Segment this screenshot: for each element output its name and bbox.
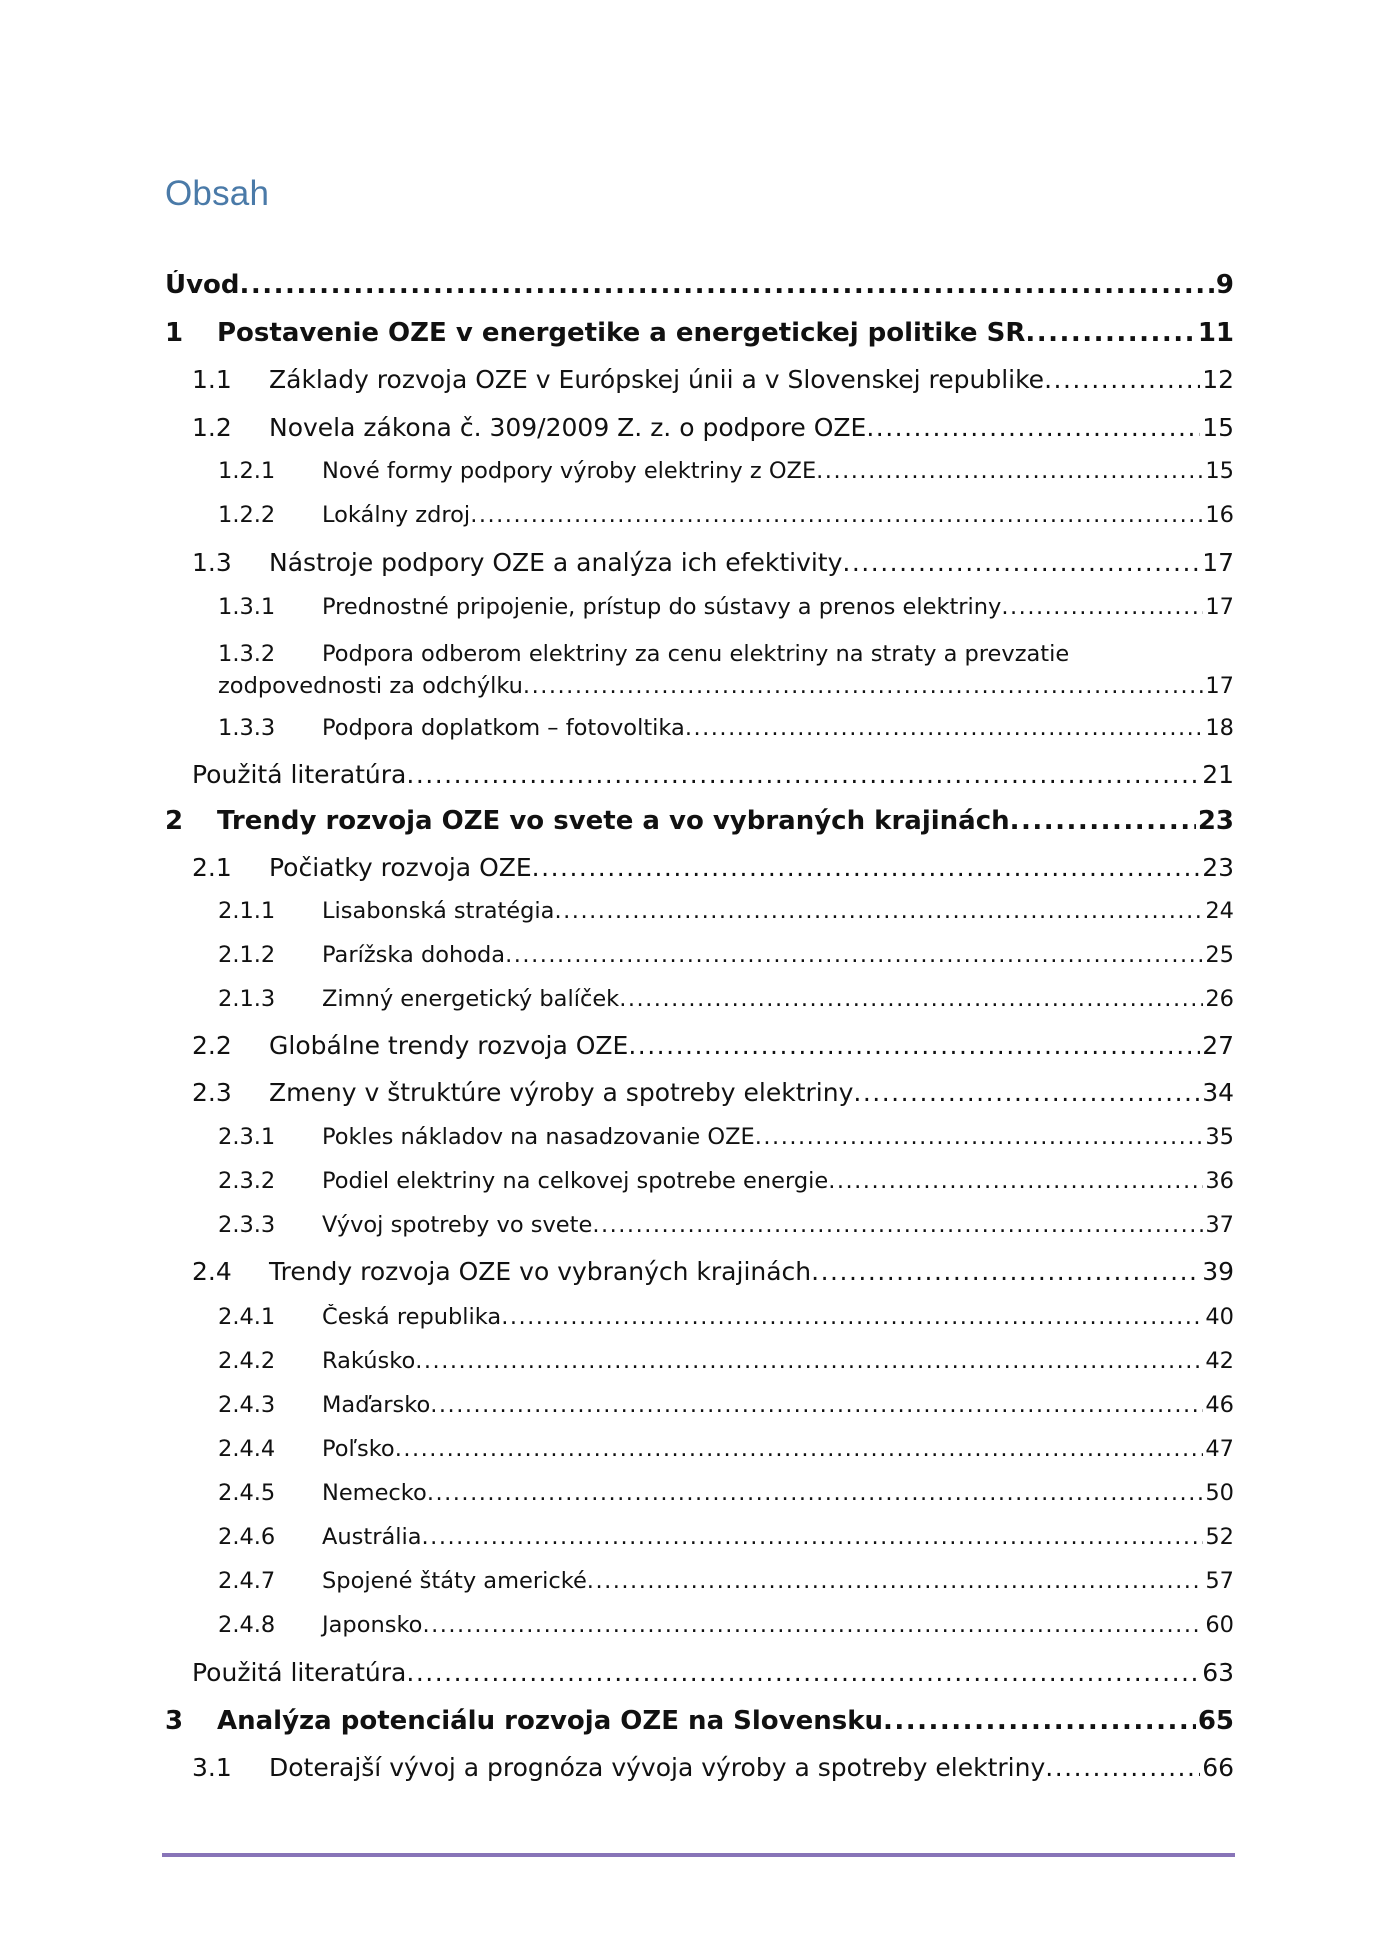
toc-entry-title: Novela zákona č. 309/2009 Z. z. o podpore OZE	[269, 413, 867, 442]
toc-entry-title: Spojené štáty americké	[322, 1568, 587, 1594]
toc-entry-page-number: 50	[1205, 1480, 1234, 1506]
toc-entry-title: Nové formy podpory výroby elektriny z OZE	[322, 458, 817, 484]
toc-entry-number: 2.4.7	[218, 1568, 276, 1594]
toc-dot-leader	[422, 1524, 1204, 1550]
toc-entry-page-number: 11	[1197, 318, 1234, 348]
toc-entry-title: Zimný energetický balíček	[322, 986, 620, 1012]
toc-entry-title: Základy rozvoja OZE v Európskej únii a v Slovenskej republike	[269, 365, 1045, 394]
toc-entry[interactable]	[165, 270, 1234, 300]
toc-entry-number: 2.1.1	[218, 898, 276, 924]
toc-entry-page-number: 9	[1215, 270, 1234, 300]
toc-dot-leader	[1044, 365, 1200, 394]
footer-divider	[162, 1853, 1235, 1857]
toc-dot-leader	[619, 986, 1203, 1012]
toc-entry-title: Počiatky rozvoja OZE	[269, 853, 532, 882]
toc-dot-leader	[406, 760, 1200, 789]
toc-entry-page-number: 60	[1205, 1612, 1234, 1638]
toc-entry-number: 3.1	[192, 1753, 232, 1782]
toc-dot-leader	[816, 458, 1203, 484]
toc-entry[interactable]	[218, 986, 1234, 1012]
toc-dot-leader	[523, 673, 1203, 699]
toc-entry[interactable]	[218, 458, 1234, 484]
toc-entry-title: Podpora odberom elektriny za cenu elektriny na straty a prevzatie	[322, 641, 1070, 667]
toc-entry-page-number: 52	[1205, 1524, 1234, 1550]
toc-entry[interactable]	[165, 318, 1234, 348]
toc-entry-page-number: 24	[1205, 898, 1234, 924]
toc-dot-leader	[828, 1168, 1203, 1194]
toc-entry-title: Parížska dohoda	[322, 942, 506, 968]
toc-entry-page-number: 34	[1202, 1078, 1234, 1107]
toc-entry[interactable]	[218, 715, 1234, 741]
toc-entry[interactable]	[218, 1480, 1234, 1506]
toc-entry-title: Lokálny zdroj	[322, 502, 471, 528]
toc-dot-leader	[430, 1392, 1203, 1418]
toc-dot-leader	[395, 1436, 1204, 1462]
toc-entry[interactable]	[192, 1753, 1234, 1782]
toc-entry-page-number: 37	[1205, 1212, 1234, 1238]
toc-entry-number: 2.3.1	[218, 1124, 276, 1150]
toc-entry-number: 2.4.1	[218, 1304, 276, 1330]
toc-entry-page-number: 46	[1205, 1392, 1234, 1418]
toc-entry-page-number: 65	[1197, 1706, 1234, 1736]
toc-entry[interactable]	[192, 760, 1234, 789]
toc-entry[interactable]	[218, 1568, 1234, 1594]
toc-entry-page-number: 15	[1202, 413, 1234, 442]
toc-entry[interactable]	[218, 673, 1234, 699]
toc-entry[interactable]	[218, 1304, 1234, 1330]
toc-entry-number: 2.1.2	[218, 942, 276, 968]
toc-dot-leader	[427, 1480, 1204, 1506]
toc-dot-leader	[1001, 594, 1203, 620]
toc-entry-title: Nástroje podpory OZE a analýza ich efektivity	[269, 548, 843, 577]
toc-entry[interactable]	[192, 1658, 1234, 1687]
toc-dot-leader	[866, 413, 1200, 442]
toc-entry-number: 2.4.6	[218, 1524, 276, 1550]
toc-entry-title: Lisabonská stratégia	[322, 898, 555, 924]
toc-entry-page-number: 16	[1205, 502, 1234, 528]
toc-entry-page-number: 39	[1202, 1257, 1234, 1286]
toc-entry[interactable]	[218, 942, 1234, 968]
toc-dot-leader	[685, 715, 1204, 741]
toc-entry-page-number: 47	[1205, 1436, 1234, 1462]
toc-dot-leader	[505, 942, 1203, 968]
toc-entry-title: Trendy rozvoja OZE vo vybraných krajinách	[269, 1257, 812, 1286]
toc-entry-title: Japonsko	[322, 1612, 423, 1638]
toc-entry-number: 3	[165, 1706, 184, 1736]
toc-entry-page-number: 57	[1205, 1568, 1234, 1594]
toc-entry-page-number: 26	[1205, 986, 1234, 1012]
toc-entry[interactable]	[218, 594, 1234, 620]
toc-entry[interactable]	[218, 1436, 1234, 1462]
toc-dot-leader	[853, 1078, 1200, 1107]
toc-entry-page-number: 18	[1205, 715, 1234, 741]
toc-dot-leader	[1010, 806, 1196, 836]
toc-entry[interactable]	[218, 1392, 1234, 1418]
toc-entry[interactable]	[218, 1168, 1234, 1194]
toc-entry-page-number: 40	[1205, 1304, 1234, 1330]
toc-entry-title: Analýza potenciálu rozvoja OZE na Slovensku	[217, 1706, 884, 1736]
toc-entry[interactable]	[192, 1078, 1234, 1107]
toc-entry-title: Prednostné pripojenie, prístup do sústavy a prenos elektriny	[322, 594, 1002, 620]
toc-dot-leader	[240, 270, 1214, 300]
toc-entry-number: 1.2.1	[218, 458, 276, 484]
toc-entry[interactable]	[218, 1612, 1234, 1638]
toc-entry-line[interactable]	[218, 641, 1069, 667]
toc-entry-title: Nemecko	[322, 1480, 427, 1506]
toc-dot-leader	[415, 1348, 1203, 1374]
toc-entry-title-continued: zodpovednosti za odchýlku	[218, 673, 523, 699]
toc-dot-leader	[883, 1706, 1196, 1736]
toc-entry-number: 1.3.3	[218, 715, 276, 741]
toc-dot-leader	[501, 1304, 1203, 1330]
toc-entry-page-number: 21	[1202, 760, 1234, 789]
toc-entry-title: Zmeny v štruktúre výroby a spotreby elektriny	[269, 1078, 854, 1107]
toc-entry-number: 1.3.2	[218, 641, 276, 667]
toc-entry-page-number: 23	[1202, 853, 1234, 882]
toc-entry-title: Vývoj spotreby vo svete	[322, 1212, 593, 1238]
toc-entry[interactable]	[192, 1031, 1234, 1060]
toc-entry-number: 2.4	[192, 1257, 232, 1286]
toc-entry-page-number: 63	[1202, 1658, 1234, 1687]
toc-entry-title: Trendy rozvoja OZE vo svete a vo vybraných krajinách	[217, 806, 1010, 836]
toc-dot-leader	[554, 898, 1203, 924]
toc-entry-title: Doterajší vývoj a prognóza vývoja výroby a spotreby elektriny	[269, 1753, 1046, 1782]
toc-entry-title: Podpora doplatkom – fotovoltika	[322, 715, 685, 741]
toc-dot-leader	[1045, 1753, 1200, 1782]
toc-entry-page-number: 15	[1205, 458, 1234, 484]
toc-entry-title: Podiel elektriny na celkovej spotrebe energie	[322, 1168, 829, 1194]
toc-entry[interactable]	[192, 548, 1234, 577]
toc-entry-page-number: 35	[1205, 1124, 1234, 1150]
toc-dot-leader	[811, 1257, 1200, 1286]
toc-entry-title: Česká republika	[322, 1304, 502, 1330]
toc-entry[interactable]	[218, 1124, 1234, 1150]
toc-entry-title: Poľsko	[322, 1436, 395, 1462]
toc-entry[interactable]	[218, 1348, 1234, 1374]
toc-entry-number: 2.4.3	[218, 1392, 276, 1418]
toc-entry-number: 2.4.8	[218, 1612, 276, 1638]
toc-entry-page-number: 25	[1205, 942, 1234, 968]
toc-entry[interactable]	[192, 1257, 1234, 1286]
toc-dot-leader	[628, 1031, 1200, 1060]
toc-entry-number: 2.1	[192, 853, 232, 882]
toc-dot-leader	[470, 502, 1203, 528]
toc-entry-page-number: 27	[1202, 1031, 1234, 1060]
toc-entry-title: Austrália	[322, 1524, 422, 1550]
toc-entry-number: 1.3	[192, 548, 232, 577]
toc-entry-title: Použitá literatúra	[192, 760, 407, 789]
toc-dot-leader	[842, 548, 1200, 577]
toc-entry-title: Použitá literatúra	[192, 1658, 407, 1687]
toc-entry-number: 1.2	[192, 413, 232, 442]
toc-entry[interactable]	[192, 365, 1234, 394]
toc-entry-number: 2.2	[192, 1031, 232, 1060]
toc-entry[interactable]	[218, 1212, 1234, 1238]
page-title: Obsah	[165, 174, 270, 213]
toc-entry-number: 2.3.2	[218, 1168, 276, 1194]
toc-entry-number: 2.3.3	[218, 1212, 276, 1238]
toc-dot-leader	[587, 1568, 1204, 1594]
toc-entry-number: 1.3.1	[218, 594, 276, 620]
toc-entry-number: 2	[165, 806, 184, 836]
toc-entry-page-number: 23	[1197, 806, 1234, 836]
toc-entry-page-number: 66	[1202, 1753, 1234, 1782]
toc-entry-page-number: 17	[1202, 548, 1234, 577]
toc-entry-number: 2.4.4	[218, 1436, 276, 1462]
toc-entry[interactable]	[218, 502, 1234, 528]
toc-entry-title: Úvod	[165, 270, 240, 300]
toc-entry[interactable]	[218, 898, 1234, 924]
toc-entry-title: Pokles nákladov na nasadzovanie OZE	[322, 1124, 755, 1150]
toc-entry-number: 2.1.3	[218, 986, 276, 1012]
toc-dot-leader	[1025, 318, 1195, 348]
toc-dot-leader	[532, 853, 1201, 882]
toc-entry[interactable]	[192, 853, 1234, 882]
toc-entry-number: 1.2.2	[218, 502, 276, 528]
toc-dot-leader	[422, 1612, 1203, 1638]
toc-dot-leader	[406, 1658, 1200, 1687]
toc-entry-page-number: 36	[1205, 1168, 1234, 1194]
toc-entry[interactable]	[165, 1706, 1234, 1736]
toc-entry-title: Rakúsko	[322, 1348, 416, 1374]
toc-entry-number: 1	[165, 318, 184, 348]
toc-entry-page-number: 17	[1205, 594, 1234, 620]
toc-entry[interactable]	[192, 413, 1234, 442]
toc-entry-number: 1.1	[192, 365, 232, 394]
toc-entry-title: Postavenie OZE v energetike a energetickej politike SR	[217, 318, 1026, 348]
toc-entry-number: 2.3	[192, 1078, 232, 1107]
toc-entry-page-number: 17	[1205, 673, 1234, 699]
toc-dot-leader	[755, 1124, 1204, 1150]
toc-entry-number: 2.4.5	[218, 1480, 276, 1506]
toc-entry-page-number: 12	[1202, 365, 1234, 394]
toc-entry-page-number: 42	[1205, 1348, 1234, 1374]
toc-entry[interactable]	[165, 806, 1234, 836]
toc-entry[interactable]	[218, 1524, 1234, 1550]
toc-entry-title: Maďarsko	[322, 1392, 431, 1418]
toc-dot-leader	[592, 1212, 1203, 1238]
toc-entry-title: Globálne trendy rozvoja OZE	[269, 1031, 629, 1060]
toc-entry-number: 2.4.2	[218, 1348, 276, 1374]
